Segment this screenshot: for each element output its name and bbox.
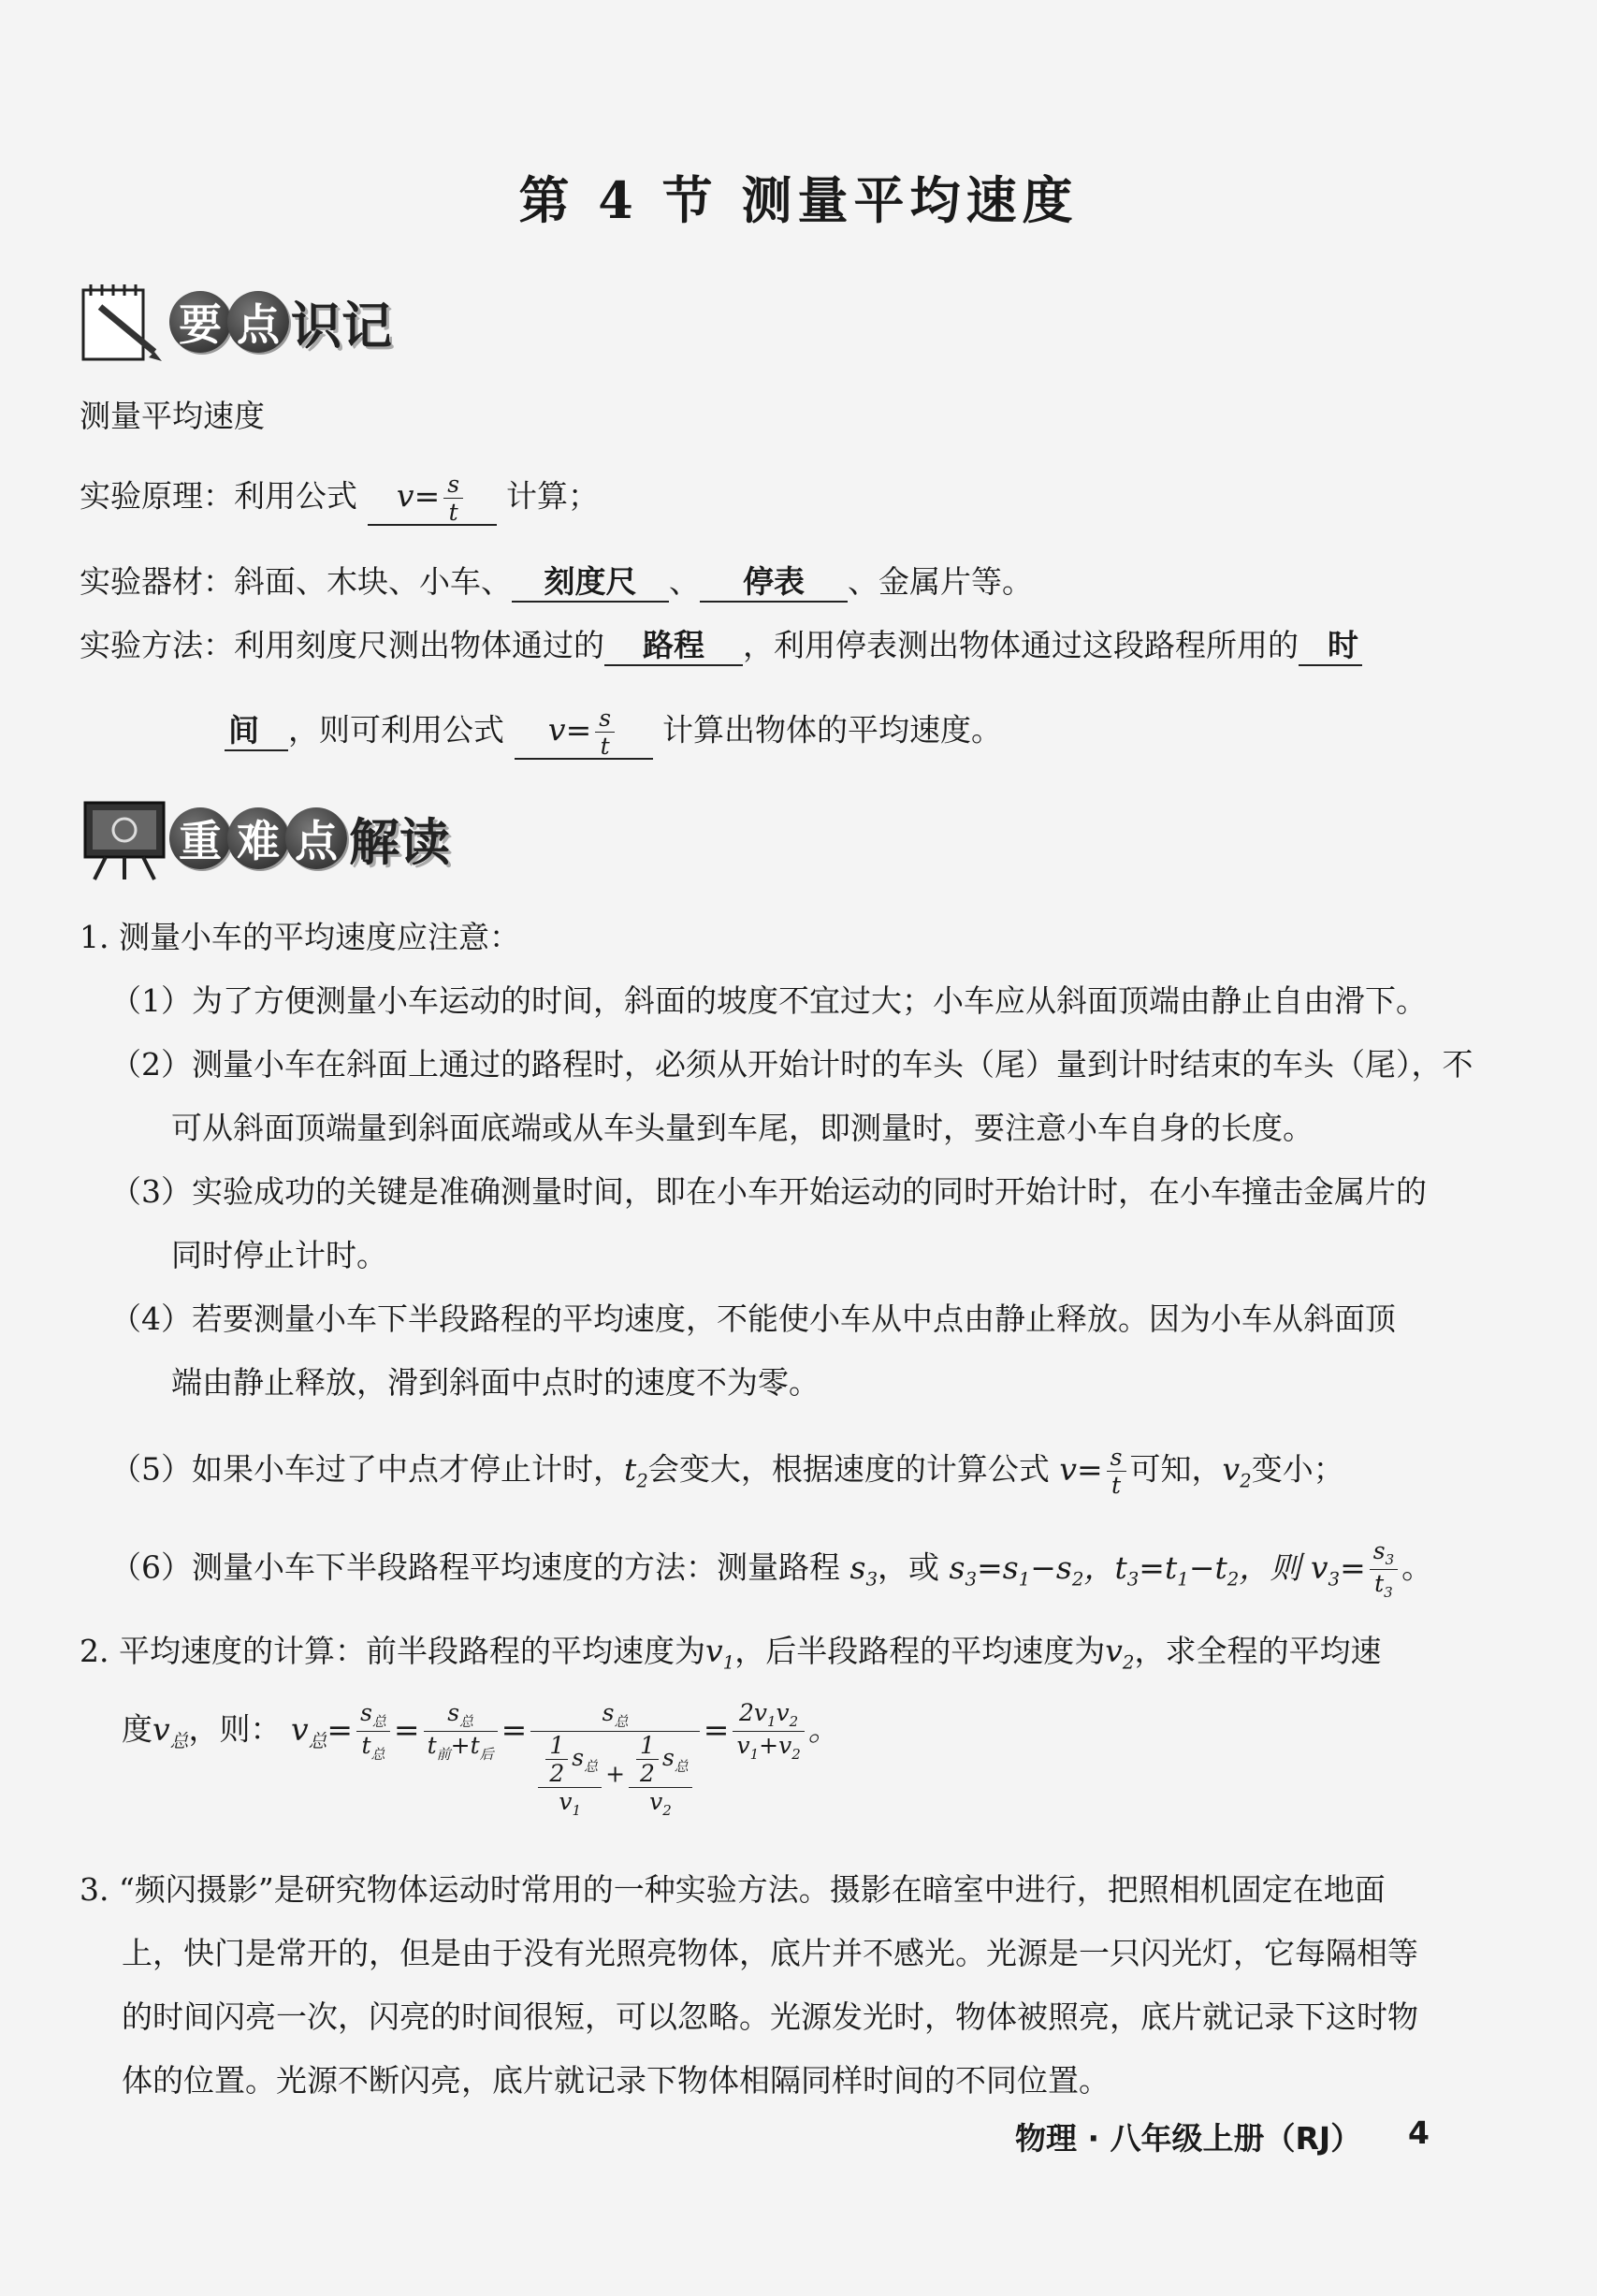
banner-char: 难 — [227, 807, 289, 869]
method-line-2 — [225, 706, 1002, 760]
item-2-line-1 — [80, 1633, 1381, 1682]
item-3-line-2: 上，快门是常开的，但是由于没有光照亮物体，底片并不感光。光源是一只闪光灯，它每隔相等 — [122, 1935, 1418, 1971]
equipment-line — [80, 563, 1033, 603]
separator: 、 — [669, 563, 700, 600]
item-1-point-6 — [110, 1539, 1432, 1600]
item-1-point-3b: 同时停止计时。 — [171, 1237, 387, 1273]
equipment-answer-1: 刻度尺 — [512, 563, 669, 603]
text: ，则： — [188, 1710, 282, 1748]
math-s3: $s_3$ — [849, 1548, 878, 1591]
item-1-point-1: （1）为了方便测量小车运动的时间，斜面的坡度不宜过大；小车应从斜面顶端由静止自由滑下。 — [110, 982, 1427, 1019]
math-equations: $s_3=s_1-s_2$，$t_3=t_1-t_2$，则 $v_3=$ $\frac{s_3}{t_3}$ — [950, 1549, 1402, 1586]
formula-t: t — [600, 733, 610, 760]
method-answer-distance: 路程 — [604, 627, 743, 666]
text: 。 — [1401, 1548, 1433, 1586]
math-average-speed-derivation: $v_总=$ $\frac{s_总}{t_总}$ = $\frac{s_总}{t_前+t_后}$ = $s_总$ $\frac{1}{2}$ $s_总$ $v_1$ + $\frac{1}{2}$ $s_总$ $v_2$ = $\frac{2v_1v_2}{v_1+v_2}$ 。 — [290, 1699, 839, 1819]
math-v1: $v_1$ — [704, 1633, 735, 1674]
text: 变小； — [1251, 1450, 1344, 1488]
item-1-point-4b: 端由静止释放，滑到斜面中点时的速度不为零。 — [171, 1364, 820, 1401]
blackboard-icon — [80, 795, 169, 881]
item-1-heading: 1. 测量小车的平均速度应注意： — [80, 919, 520, 955]
principle-after: 计算； — [506, 477, 599, 515]
math-formula: v= $\frac{s}{t}$ — [1059, 1451, 1129, 1488]
equipment-label: 实验器材：斜面、木块、小车、 — [80, 563, 512, 600]
method-line-1 — [80, 627, 1362, 666]
formula-eq: = — [565, 711, 592, 748]
banner-text: 解读 — [349, 812, 450, 872]
formula-s: s — [595, 706, 615, 733]
item-1-point-3a: （3）实验成功的关键是准确测量时间，即在小车开始运动的同时开始计时，在小车撞击金属片的 — [110, 1173, 1427, 1210]
principle-label: 实验原理：利用公式 — [80, 477, 357, 515]
method-text: 实验方法：利用刻度尺测出物体通过的 — [80, 627, 604, 663]
method-answer-time-a: 时 — [1299, 627, 1362, 666]
banner-char: 点 — [285, 807, 347, 869]
page-number: 4 — [1408, 2114, 1430, 2151]
banner-char: 重 — [169, 807, 231, 869]
text: （5）如果小车过了中点才停止计时， — [110, 1450, 624, 1488]
math-t2: $t_2$ — [624, 1450, 648, 1492]
math-v2: $v_2$ — [1222, 1450, 1252, 1492]
method-answer-time-b: 间 — [225, 712, 288, 751]
notepad-pen-icon — [80, 279, 169, 365]
banner-text: 识记 — [291, 296, 392, 356]
text: 可知， — [1129, 1450, 1223, 1488]
method-text: 计算出物体的平均速度。 — [662, 711, 1002, 748]
item-1-point-4a: （4）若要测量小车下半段路程的平均速度，不能使小车从中点由静止释放。因为小车从斜面顶 — [110, 1301, 1396, 1337]
formula-v: v — [547, 711, 566, 748]
item-2-formula — [122, 1701, 839, 1818]
formula-eq: = — [414, 477, 441, 515]
page-title: 第 4 节 测量平均速度 — [518, 170, 1079, 230]
math-v-total: $v_总$ — [152, 1710, 189, 1752]
section1-heading: 测量平均速度 — [80, 398, 265, 434]
text: 会变大，根据速度的计算公式 — [647, 1450, 1050, 1488]
text: ，求全程的平均速 — [1134, 1633, 1382, 1669]
method-text: ，则可利用公式 — [288, 711, 504, 748]
item-3-line-1: 3. “频闪摄影”是研究物体运动时常用的一种实验方法。摄影在暗室中进行，把照相机固定在地面 — [80, 1871, 1386, 1908]
text: ，或 — [878, 1548, 940, 1586]
section-banner-difficult-points — [80, 795, 450, 881]
section-banner-key-points — [80, 279, 392, 365]
principle-answer — [368, 472, 497, 526]
banner-char: 要 — [169, 291, 231, 353]
item-3-line-3: 的时间闪亮一次，闪亮的时间很短，可以忽略。光源发光时，物体被照亮，底片就记录下这时物 — [122, 1998, 1418, 2035]
footer-book-title: 物理 · 八年级上册（RJ） — [1015, 2120, 1362, 2157]
formula-v: v — [396, 477, 414, 515]
math-v2: $v_2$ — [1105, 1633, 1135, 1674]
text: （6）测量小车下半段路程平均速度的方法：测量路程 — [110, 1548, 840, 1586]
text: ，后半段路程的平均速度为 — [734, 1633, 1106, 1669]
equipment-answer-2: 停表 — [700, 563, 848, 603]
formula-t: t — [448, 499, 458, 526]
banner-char: 点 — [227, 291, 289, 353]
formula-s: s — [443, 472, 463, 499]
method-text: ，利用停表测出物体通过这段路程所用的 — [743, 627, 1299, 663]
item-1-point-5 — [110, 1446, 1344, 1500]
equipment-tail: 、金属片等。 — [848, 563, 1033, 600]
method-formula-answer — [515, 706, 653, 760]
item-1-point-2a: （2）测量小车在斜面上通过的路程时，必须从开始计时的车头（尾）量到计时结束的车头（尾），不 — [110, 1046, 1474, 1083]
item-3-line-4: 体的位置。光源不断闪亮，底片就记录下物体相隔同样时间的不同位置。 — [122, 2062, 1110, 2099]
text: 度 — [122, 1710, 152, 1748]
text: 2. 平均速度的计算：前半段路程的平均速度为 — [80, 1633, 705, 1669]
principle-line — [80, 472, 599, 526]
item-1-point-2b: 可从斜面顶端量到斜面底端或从车头量到车尾，即测量时，要注意小车自身的长度。 — [171, 1110, 1314, 1146]
